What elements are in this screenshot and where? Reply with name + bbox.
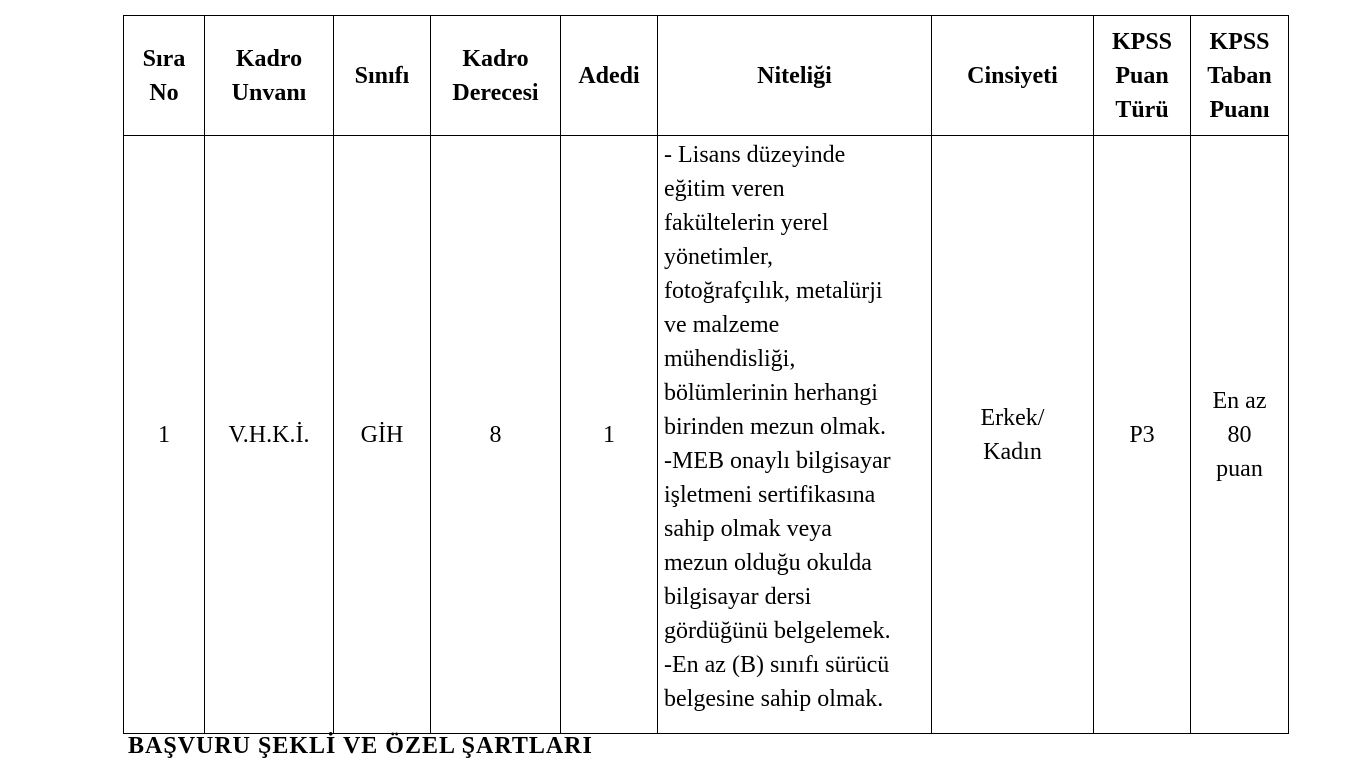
cell-kadro-unvani: V.H.K.İ. xyxy=(205,136,334,734)
niteligi-line: gördüğünü belgelemek. xyxy=(664,618,891,644)
header-sinifi: Sınıfı xyxy=(334,16,431,136)
header-sira-no: Sıra No xyxy=(124,16,205,136)
niteligi-line: fotoğrafçılık, metalürji xyxy=(664,278,883,304)
niteligi-line: -MEB onaylı bilgisayar xyxy=(664,448,891,474)
niteligi-line: fakültelerin yerel xyxy=(664,210,829,236)
cell-kadro-derecesi: 8 xyxy=(431,136,561,734)
niteligi-line: mezun olduğu okulda xyxy=(664,550,872,576)
header-kpss-taban-puani: KPSS Taban Puanı xyxy=(1191,16,1289,136)
niteligi-line: bölümlerinin herhangi xyxy=(664,380,878,406)
cell-sinifi: GİH xyxy=(334,136,431,734)
niteligi-line: - Lisans düzeyinde xyxy=(664,142,846,168)
niteligi-line: yönetimler, xyxy=(664,244,774,270)
niteligi-line: ve malzeme xyxy=(664,312,780,338)
section-heading-cut: BAŞVURU ŞEKLİ VE ÖZEL ŞARTLARI xyxy=(128,733,593,759)
niteligi-line: işletmeni sertifikasına xyxy=(664,482,876,508)
header-kpss-puan-turu: KPSS Puan Türü xyxy=(1094,16,1191,136)
cell-niteligi xyxy=(658,136,932,734)
header-cinsiyeti: Cinsiyeti xyxy=(932,16,1094,136)
header-kadro-derecesi: Kadro Derecesi xyxy=(431,16,561,136)
niteligi-line: sahip olmak veya xyxy=(664,516,832,542)
cell-kpss-taban-puani: En az 80 puan xyxy=(1191,136,1289,734)
header-kadro-unvani: Kadro Unvanı xyxy=(205,16,334,136)
table-row xyxy=(124,136,1289,734)
niteligi-line: belgesine sahip olmak. xyxy=(664,686,884,712)
cell-sira-no: 1 xyxy=(124,136,205,734)
niteligi-line: bilgisayar dersi xyxy=(664,584,812,610)
header-adedi: Adedi xyxy=(561,16,658,136)
kadro-table xyxy=(123,15,1289,734)
niteligi-line: mühendisliği, xyxy=(664,346,796,372)
table-header-row xyxy=(124,16,1289,136)
cell-adedi: 1 xyxy=(561,136,658,734)
niteligi-line: -En az (B) sınıfı sürücü xyxy=(664,652,890,678)
niteligi-line: eğitim veren xyxy=(664,176,785,202)
cell-cinsiyeti: Erkek/ Kadın xyxy=(932,136,1094,734)
cell-kpss-puan-turu: P3 xyxy=(1094,136,1191,734)
niteligi-line: birinden mezun olmak. xyxy=(664,414,886,440)
header-niteligi: Niteliği xyxy=(658,16,932,136)
